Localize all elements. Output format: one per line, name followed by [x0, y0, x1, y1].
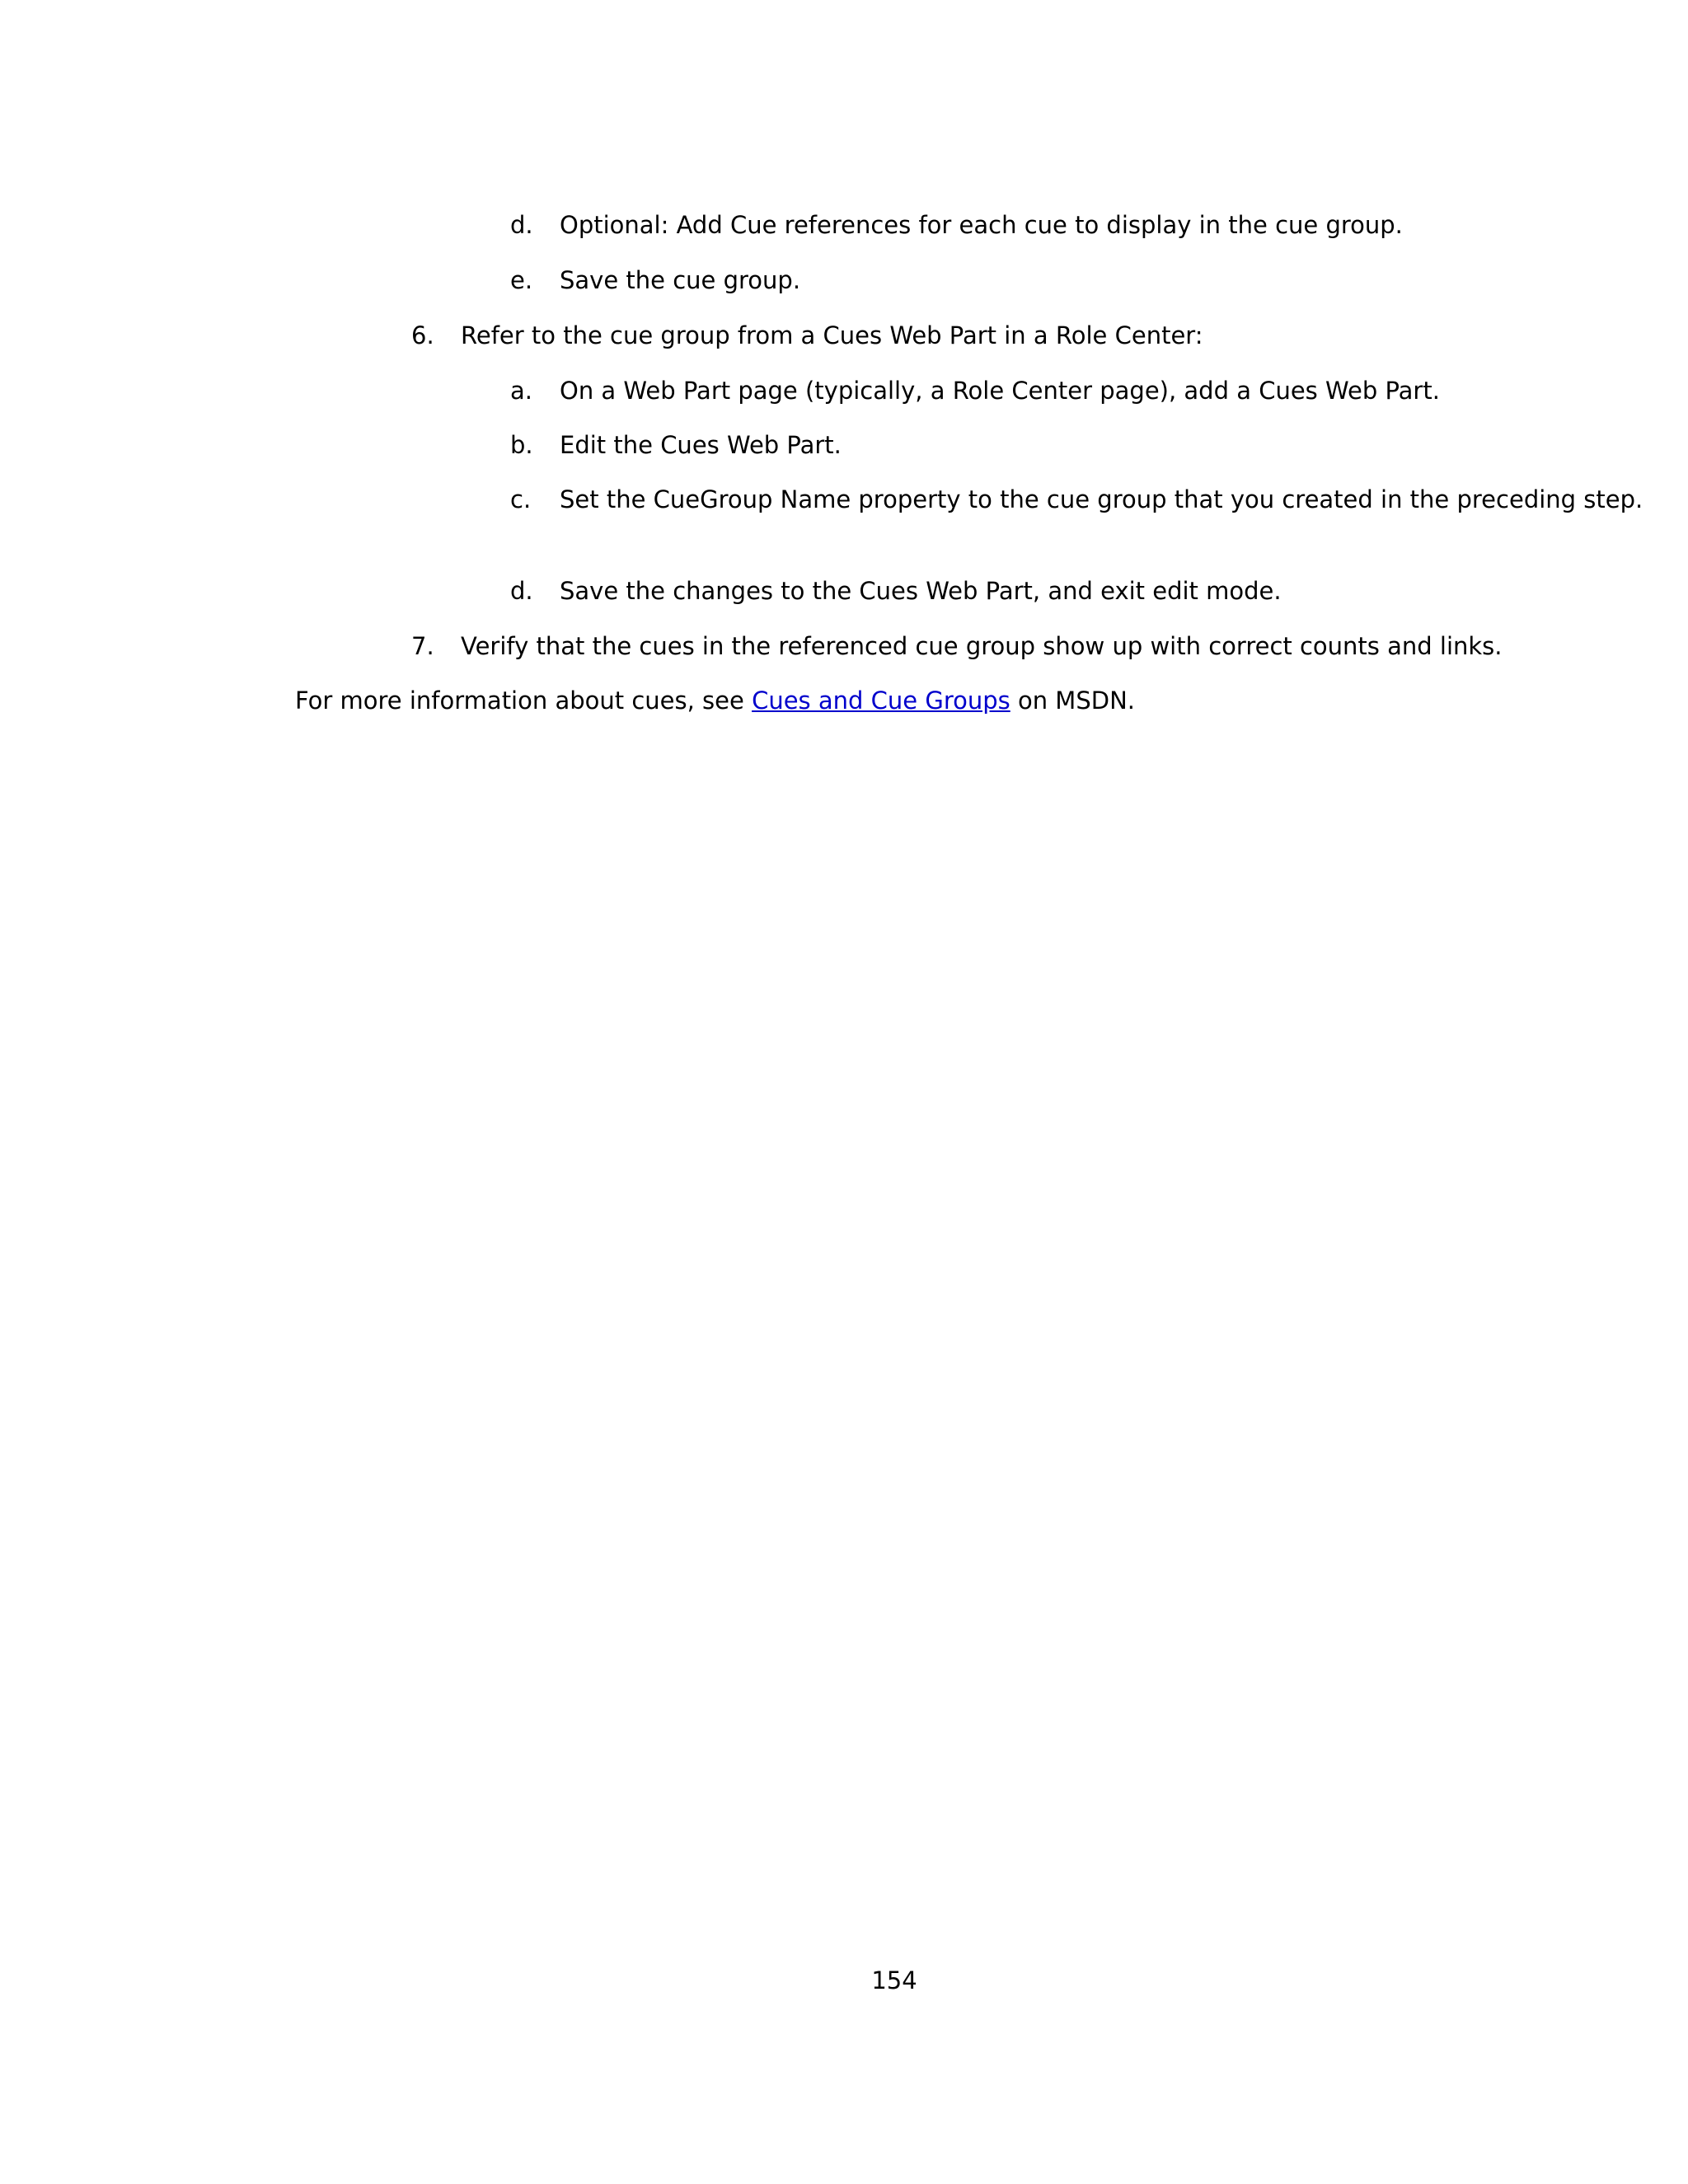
page-number: 154	[871, 1966, 917, 1994]
list-marker: 6.	[411, 321, 434, 349]
list-marker: c.	[510, 485, 532, 513]
more-info-text-after: on MSDN.	[1010, 687, 1135, 715]
list-item-text: Save the cue group.	[560, 266, 801, 294]
list-marker: b.	[510, 431, 533, 459]
list-marker: 7.	[411, 632, 434, 660]
list-item-text: On a Web Part page (typically, a Role Center page), add a Cues Web Part.	[560, 377, 1440, 405]
list-item-text: Optional: Add Cue references for each cue to display in the cue group.	[560, 211, 1403, 239]
list-marker: d.	[510, 577, 533, 605]
list-item-text: Refer to the cue group from a Cues Web Part in a Role Center:	[461, 321, 1203, 349]
list-marker: e.	[510, 266, 533, 294]
cues-and-cue-groups-link[interactable]: Cues and Cue Groups	[752, 687, 1010, 715]
list-item-text: Edit the Cues Web Part.	[560, 431, 842, 459]
more-info-paragraph	[295, 683, 1135, 719]
list-item-text: Verify that the cues in the referenced cue group show up with correct counts and links.	[461, 632, 1503, 660]
list-item-text: Set the CueGroup Name property to the cue group that you created in the preceding step.	[560, 485, 1643, 513]
more-info-text-before: For more information about cues, see	[295, 687, 753, 715]
list-marker: d.	[510, 211, 533, 239]
list-marker: a.	[510, 377, 532, 405]
list-item-text: Save the changes to the Cues Web Part, and exit edit mode.	[560, 577, 1282, 605]
